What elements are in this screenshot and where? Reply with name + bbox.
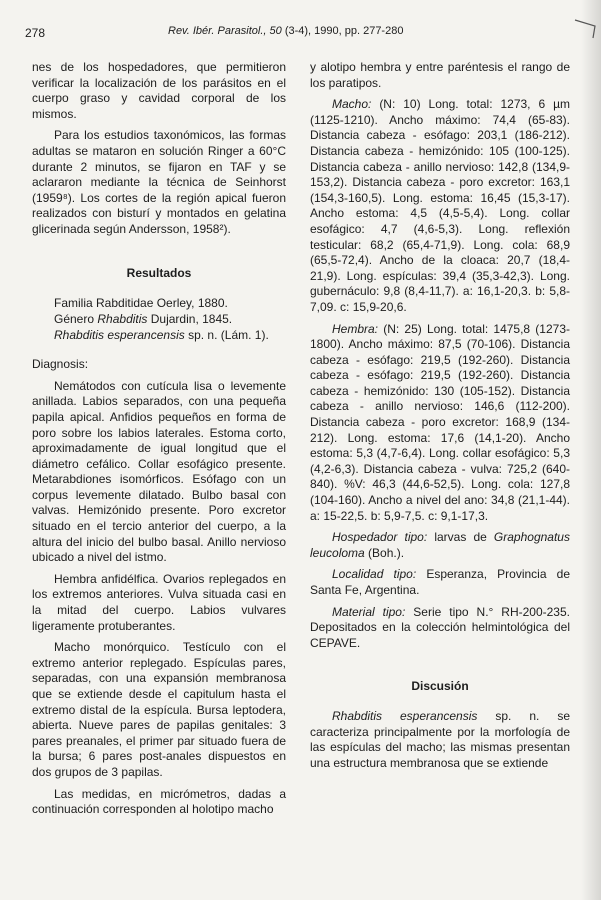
male-text: (N: 10) Long. total: 1273, 6 µm (1125-1210). Ancho máximo: 74,4 (65-83). Distancia cabeza - esófago: 203,1 (186-212). Distancia cabeza - hemizónido: 105 (100-125). Distancia cabeza - anillo nervioso: 142,8 (134,9-153,2). Distancia cabeza - poro excretor: 163,1 (154,3-160,5). Long. estoma: 16,45 (15,3-17). Ancho estoma: 4,5 (4,5-5,4). Long. collar esofágico: 4,7 (4,6-5,3). Long. reflexión testicular: 68,2 (65,4-71,9). Long. cola: 68,9 (65,5-72,4). Ancho de la cloaca: 20,7 (18,4-21,9). Long. espículas: 39,4 (35,3-42,3). Long. gubernáculo: 9,8 (8,4-11,7). a: 16,1-20,3. b: 5,8-7,09. c: 15,9-20,6.	[310, 97, 570, 314]
discussion-text: sp. n. se caracteriza principalmente por la morfología de las espículas del macho; las mismas presentan una estructura membranosa que se extiende	[310, 708, 571, 770]
paragraph-methods: Para los estudios taxonómicos, las formas adultas se mataron en solución Ringer a 60°C durante 2 minutos, se fijaron en TAF y se aclararon mediante la técnica de Seinhorst (1959⁸). Los cortes de la región apical fueron realizados con bisturí y montados en gelatina glicerinada según Andersson, 1958²).	[32, 128, 286, 236]
journal-volume: 50	[269, 25, 282, 37]
locality-text: Esperanza, Provincia de Santa Fe, Argentina.	[310, 567, 570, 597]
journal-issue: (3-4), 1990, pp. 277-280	[284, 25, 404, 37]
host-text: larvas de	[434, 530, 487, 545]
heading-resultados: Resultados	[126, 265, 192, 280]
corner-fold-mark	[573, 18, 597, 40]
genus-name: Rhabditis	[97, 312, 148, 327]
taxon-family: Familia Rabditidae Oerley, 1880.	[54, 296, 228, 311]
taxon-species	[54, 327, 286, 343]
female-label: Hembra:	[332, 321, 379, 336]
journal-name: Rev. Ibér. Parasitol.,	[168, 25, 267, 37]
paragraph-locality	[310, 567, 570, 598]
host-label: Hospedador tipo:	[332, 530, 428, 545]
paragraph-diagnosis-general: Nemátodos con cutícula lisa o levemente anillada. Labios separados, con una pequeña papila apical. Anfidios pequeños en forma de poro sobre los labios laterales. Estoma corto, aproximadamente de igual longitud que el diámetro cefálico. Collar esofágico presente. Metarabdiones isomórficos. Esófago con un corpus levemente dilatado. Bulbo basal con valvas. Hemizónido presente. Poro excretor situado en el tercio anterior del cuerpo, a la altura del inicio del bulbo basal. Anillo nervioso ubicado a nivel del istmo.	[32, 378, 286, 565]
locality-label: Localidad tipo:	[332, 567, 417, 582]
paragraph-male-measurements	[310, 97, 570, 315]
host-author: (Boh.).	[368, 545, 405, 560]
paragraph-diagnosis-male: Macho monórquico. Testículo con el extremo anterior replegado. Espículas pares, separadas, con una expansión membranosa que se extiende desde el capitulum hasta el extremo distal de la espícula. Bursa leptodera, abierta. Nueve pares de papilas genitales: 3 pares preanales, el primer par situado fuera de la bursa; 6 pares post-anales dispuestos en dos grupos de 3 papilas.	[32, 640, 286, 779]
species-suffix: sp. n. (Lám. 1).	[188, 328, 269, 343]
paragraph-continued-right: y alotipo hembra y entre paréntesis el rango de los paratipos.	[310, 60, 570, 90]
material-label: Material tipo:	[332, 604, 406, 619]
right-column	[310, 60, 570, 771]
material-text: Serie tipo N.° RH-200-235. Depositados en la colección helmintológica del CEPAVE.	[310, 604, 570, 650]
genus-prefix: Género	[54, 312, 95, 327]
paragraph-host	[310, 530, 570, 561]
diagnosis-label: Diagnosis:	[32, 357, 89, 372]
paragraph-discussion	[310, 709, 570, 771]
left-column	[32, 60, 286, 818]
scan-shadow-edge	[581, 0, 601, 900]
male-label: Macho:	[332, 97, 372, 112]
female-text: (N: 25) Long. total: 1475,8 (1273-1800). Ancho máximo: 87,5 (70-106). Distancia cabeza - esófago: 219,5 (192-260). Distancia cabeza - esófago: 219,5 (192-260). Distancia cabeza - hemizónido: 130 (105-152). Distancia cabeza - anillo nervioso: 146,6 (112-200). Distancia cabeza - poro excretor: 168,9 (134-212). Long. estoma: 17,6 (14,1-20). Ancho estoma: 5,3 (4,7-6,4). Long. collar esofágico: 5,3 (4,2-6,3). Distancia cabeza - vulva: 725,2 (640-840). %V: 46,3 (44,6-52,5). Long. cola: 127,8 (104-160). Ancho a nivel del ano: 34,8 (21,1-44). a: 15-22,5. b: 5,9-7,5. c: 9,1-17,3.	[310, 321, 570, 523]
paragraph-material	[310, 605, 570, 652]
page-number: 278	[25, 26, 46, 40]
paragraph-continued: nes de los hospedadores, que permitieron verificar la localización de los parásitos en el cuerpo graso y cavidad corporal de los mismos.	[32, 60, 286, 121]
host-species: Graphognatus leucoloma	[310, 530, 570, 560]
discussion-species: Rhabditis esperancensis	[332, 708, 478, 723]
running-head	[168, 25, 403, 37]
paragraph-measurements-intro: Las medidas, en micrómetros, dadas a continuación corresponden al holotipo macho	[32, 786, 286, 817]
paragraph-female-measurements	[310, 322, 570, 525]
paragraph-diagnosis-female: Hembra anfidélfica. Ovarios replegados en los extremos anteriores. Vulva situada casi en la mitad del cuerpo. Labios vulvares ligeramente protuberantes.	[32, 571, 286, 633]
taxonomy-block	[32, 295, 286, 343]
taxon-genus	[54, 311, 286, 327]
heading-discusion: Discusión	[411, 679, 469, 694]
species-name: Rhabditis esperancensis	[54, 328, 185, 343]
genus-suffix: Dujardin, 1845.	[150, 312, 233, 327]
